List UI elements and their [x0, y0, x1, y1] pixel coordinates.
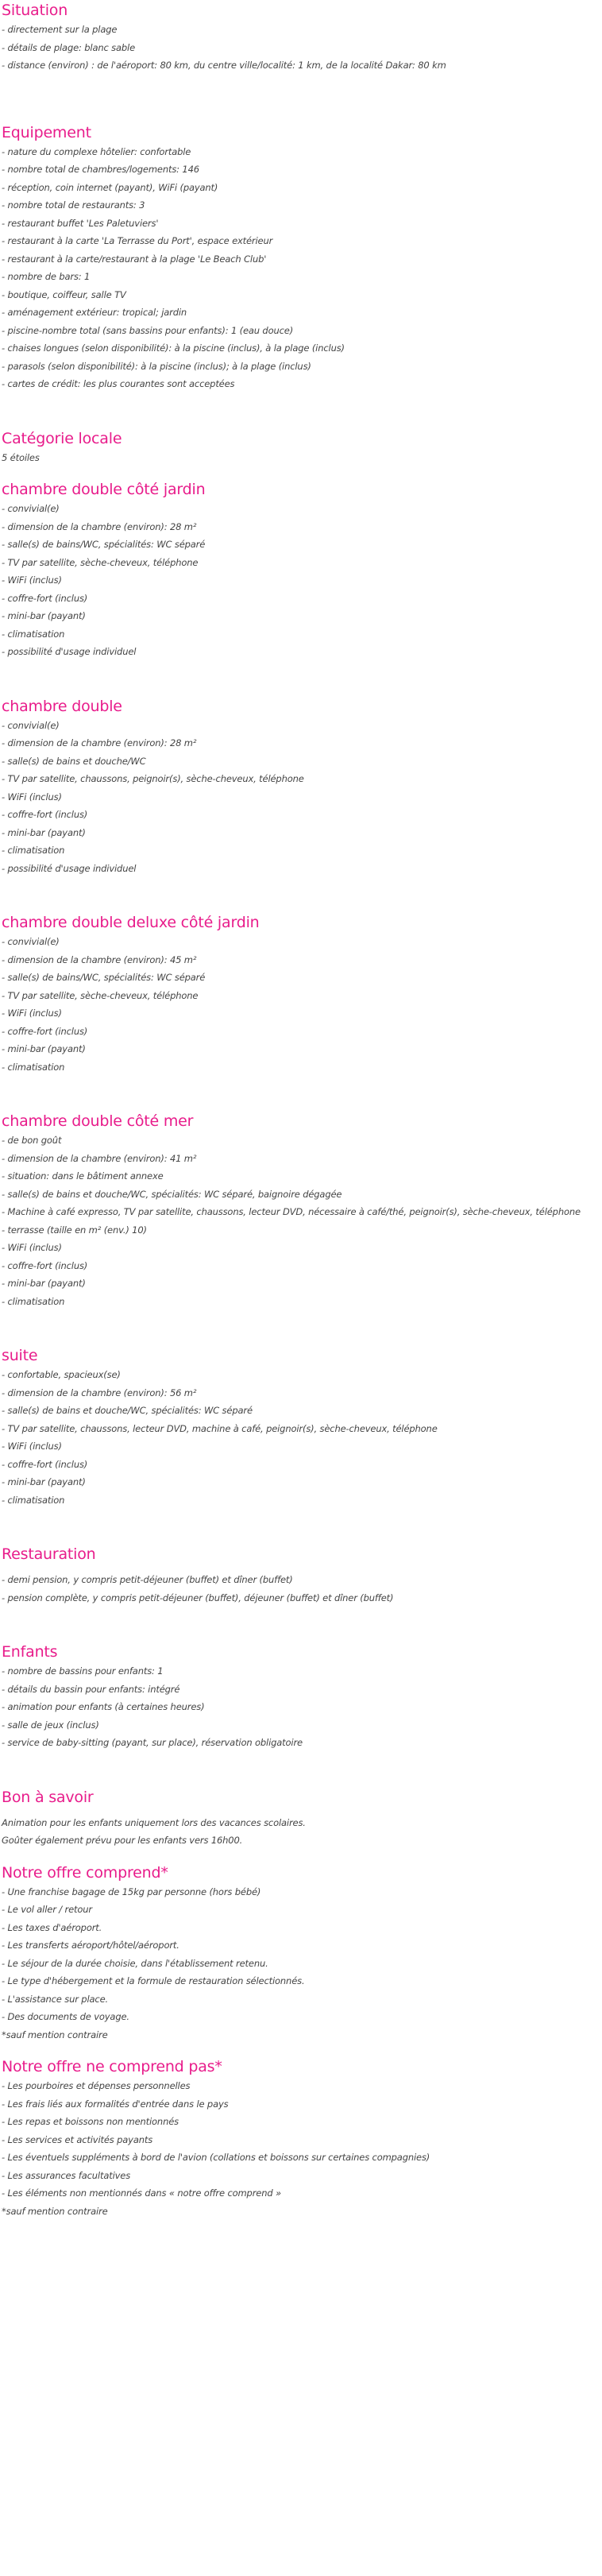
suite-list — [2, 1366, 602, 1509]
section-offre-ne-comprend — [2, 2056, 602, 2220]
list-item: - confortable, spacieux(se) — [2, 1369, 121, 1380]
offre-comprend-list — [2, 1883, 602, 2044]
bon-a-savoir-list — [2, 1814, 602, 1850]
list-item: - possibilité d'usage individuel — [2, 646, 137, 657]
section-equipement — [2, 122, 602, 393]
section-chambre-deluxe — [2, 912, 602, 1076]
list-item: - cartes de crédit: les plus courantes sont acceptées — [2, 378, 235, 389]
section-title-chambre-jardin: chambre double côté jardin — [2, 481, 206, 498]
section-title-chambre-mer: chambre double côté mer — [2, 1112, 194, 1130]
list-item: - terrasse (taille en m² (env.) 10) — [2, 1224, 147, 1236]
list-item: - TV par satellite, chaussons, peignoir(s), sèche-cheveux, téléphone — [2, 773, 304, 784]
enfants-list — [2, 1662, 602, 1752]
list-item: - dimension de la chambre (environ): 45 m² — [2, 953, 197, 965]
list-item: - salle de jeux (inclus) — [2, 1719, 99, 1731]
chambre-deluxe-list — [2, 933, 602, 1076]
section-chambre-mer — [2, 1111, 602, 1310]
list-item: - dimension de la chambre (environ): 41 m² — [2, 1152, 197, 1164]
list-item: - climatisation — [2, 1295, 65, 1307]
list-item: - piscine-nombre total (sans bassins pour enfants): 1 (eau douce) — [2, 324, 294, 336]
list-item: - Machine à café expresso, TV par satellite, chaussons, lecteur DVD, nécessaire à café/thé, peignoir(s), sèche-cheveux, téléphone — [2, 1206, 581, 1217]
section-title-suite: suite — [2, 1347, 38, 1364]
list-item: - animation pour enfants (à certaines heures) — [2, 1701, 205, 1712]
list-item: Goûter également prévu pour les enfants vers 16h00. — [2, 1835, 243, 1846]
section-title-bon-a-savoir: Bon à savoir — [2, 1788, 94, 1806]
list-item: - aménagement extérieur: tropical; jardin — [2, 307, 187, 318]
list-item: - convivial(e) — [2, 719, 60, 731]
categorie-text: 5 étoiles — [2, 451, 40, 463]
list-item: - réception, coin internet (payant), WiFi (payant) — [2, 181, 218, 193]
list-item: - Les repas et boissons non mentionnés — [2, 2116, 179, 2127]
section-offre-comprend — [2, 1862, 602, 2044]
section-situation — [2, 0, 602, 75]
list-item: - nombre de bassins pour enfants: 1 — [2, 1665, 164, 1677]
list-item: - possibilité d'usage individuel — [2, 862, 137, 874]
list-item: - mini-bar (payant) — [2, 610, 86, 621]
list-item: - mini-bar (payant) — [2, 1476, 86, 1487]
list-item: - Une franchise bagage de 15kg par personne (hors bébé) — [2, 1886, 261, 1897]
list-item: - WiFi (inclus) — [2, 1008, 62, 1019]
list-item: - détails de plage: blanc sable — [2, 41, 136, 53]
list-item: - boutique, coiffeur, salle TV — [2, 288, 126, 300]
list-item: - nombre total de chambres/logements: 146 — [2, 164, 199, 175]
equipement-list — [2, 143, 602, 393]
list-item: - salle(s) de bains/WC, spécialités: WC séparé — [2, 972, 206, 983]
list-item: - mini-bar (payant) — [2, 1043, 86, 1054]
list-item: - salle(s) de bains et douche/WC, spécialités: WC séparé — [2, 1405, 253, 1416]
list-item: - dimension de la chambre (environ): 28 m² — [2, 737, 197, 748]
section-chambre-double — [2, 696, 602, 878]
list-item: - Des documents de voyage. — [2, 2011, 129, 2022]
list-item: - Les services et activités payants — [2, 2133, 153, 2145]
list-item: - nature du complexe hôtelier: confortable — [2, 145, 191, 157]
list-item: - salle(s) de bains et douche/WC — [2, 755, 146, 767]
list-item: - distance (environ) : de l'aéroport: 80 km, du centre ville/localité: 1 km, de la localité Dakar: 80 km — [2, 60, 446, 71]
list-item: - nombre de bars: 1 — [2, 271, 91, 282]
list-item: - Les éléments non mentionnés dans « notre offre comprend » — [2, 2187, 281, 2199]
list-item: - WiFi (inclus) — [2, 574, 62, 586]
offre-ne-comprend-list — [2, 2077, 602, 2220]
section-title-restauration: Restauration — [2, 1545, 96, 1563]
list-item: - pension complète, y compris petit-déjeuner (buffet), déjeuner (buffet) et dîner (buffet) — [2, 1592, 394, 1603]
list-item: - Les frais liés aux formalités d'entrée dans le pays — [2, 2098, 229, 2110]
section-bon-a-savoir — [2, 1787, 602, 1850]
list-item: - WiFi (inclus) — [2, 1242, 62, 1253]
section-title-chambre-double: chambre double — [2, 697, 122, 715]
list-item: - dimension de la chambre (environ): 56 m² — [2, 1387, 197, 1398]
section-title-equipement: Equipement — [2, 123, 91, 141]
list-item: - Les transferts aéroport/hôtel/aéroport. — [2, 1940, 179, 1951]
list-item: - restaurant buffet 'Les Paletuviers' — [2, 217, 159, 229]
chambre-jardin-list — [2, 500, 602, 661]
list-item: - salle(s) de bains et douche/WC, spécialités: WC séparé, baignoire dégagée — [2, 1188, 342, 1200]
list-item: - coffre-fort (inclus) — [2, 592, 88, 604]
list-item: *sauf mention contraire — [2, 2205, 108, 2217]
list-item: - restaurant à la carte/restaurant à la plage 'Le Beach Club' — [2, 253, 267, 265]
section-title-offre-comprend: Notre offre comprend* — [2, 1863, 168, 1882]
list-item: - climatisation — [2, 628, 65, 640]
list-item: - demi pension, y compris petit-déjeuner (buffet) et dîner (buffet) — [2, 1574, 293, 1585]
list-item: - parasols (selon disponibilité): à la piscine (inclus); à la plage (inclus) — [2, 360, 311, 372]
section-chambre-jardin — [2, 479, 602, 661]
list-item: - Les pourboires et dépenses personnelles — [2, 2080, 191, 2091]
list-item: - chaises longues (selon disponibilité): à la piscine (inclus), à la plage (inclus) — [2, 342, 345, 354]
section-categorie — [2, 428, 602, 467]
list-item: - TV par satellite, chaussons, lecteur DVD, machine à café, peignoir(s), sèche-cheveux, téléphone — [2, 1422, 438, 1434]
list-item: Animation pour les enfants uniquement lors des vacances scolaires. — [2, 1816, 306, 1828]
list-item: - Le vol aller / retour — [2, 1904, 92, 1915]
list-item: - convivial(e) — [2, 936, 60, 947]
list-item: - salle(s) de bains/WC, spécialités: WC séparé — [2, 539, 206, 550]
section-title-chambre-deluxe: chambre double deluxe côté jardin — [2, 914, 260, 931]
list-item: - directement sur la plage — [2, 24, 118, 35]
list-item: - coffre-fort (inclus) — [2, 809, 88, 820]
section-title-categorie: Catégorie locale — [2, 429, 122, 447]
section-title-enfants: Enfants — [2, 1643, 58, 1661]
list-item: - convivial(e) — [2, 503, 60, 514]
situation-list — [2, 21, 602, 75]
list-item: - TV par satellite, sèche-cheveux, téléphone — [2, 989, 199, 1001]
list-item: - Les assurances facultatives — [2, 2169, 131, 2181]
list-item: - coffre-fort (inclus) — [2, 1259, 88, 1271]
section-enfants — [2, 1642, 602, 1752]
list-item: - Les éventuels suppléments à bord de l'avion (collations et boissons sur certaines compagnies) — [2, 2152, 430, 2163]
section-restauration — [2, 1544, 602, 1607]
list-item: - WiFi (inclus) — [2, 791, 62, 803]
list-item: - restaurant à la carte 'La Terrasse du Port', espace extérieur — [2, 235, 273, 246]
section-title-situation: Situation — [2, 2, 68, 19]
section-title-offre-ne-comprend: Notre offre ne comprend pas* — [2, 2058, 222, 2075]
list-item: - climatisation — [2, 845, 65, 856]
list-item: - mini-bar (payant) — [2, 1278, 86, 1289]
list-item: - climatisation — [2, 1494, 65, 1506]
list-item: - coffre-fort (inclus) — [2, 1025, 88, 1037]
chambre-mer-list — [2, 1131, 602, 1310]
list-item: - coffre-fort (inclus) — [2, 1458, 88, 1470]
list-item: - dimension de la chambre (environ): 28 m² — [2, 520, 197, 532]
chambre-double-list — [2, 717, 602, 878]
list-item: - Le type d'hébergement et la formule de restauration sélectionnés. — [2, 1975, 305, 1986]
list-item: - Les taxes d'aéroport. — [2, 1921, 102, 1933]
list-item: - de bon goût — [2, 1135, 62, 1146]
section-suite — [2, 1345, 602, 1509]
list-item: - Le séjour de la durée choisie, dans l'établissement retenu. — [2, 1957, 268, 1969]
list-item: - situation: dans le bâtiment annexe — [2, 1170, 164, 1182]
list-item: - L'assistance sur place. — [2, 1993, 108, 2005]
list-item: *sauf mention contraire — [2, 2029, 108, 2040]
list-item: - mini-bar (payant) — [2, 826, 86, 838]
list-item: - climatisation — [2, 1061, 65, 1073]
list-item: - détails du bassin pour enfants: intégré — [2, 1683, 180, 1695]
list-item: - service de baby-sitting (payant, sur place), réservation obligatoire — [2, 1737, 303, 1748]
restauration-list — [2, 1571, 602, 1607]
list-item: - TV par satellite, sèche-cheveux, téléphone — [2, 556, 199, 568]
list-item: - nombre total de restaurants: 3 — [2, 199, 145, 211]
list-item: - WiFi (inclus) — [2, 1441, 62, 1452]
